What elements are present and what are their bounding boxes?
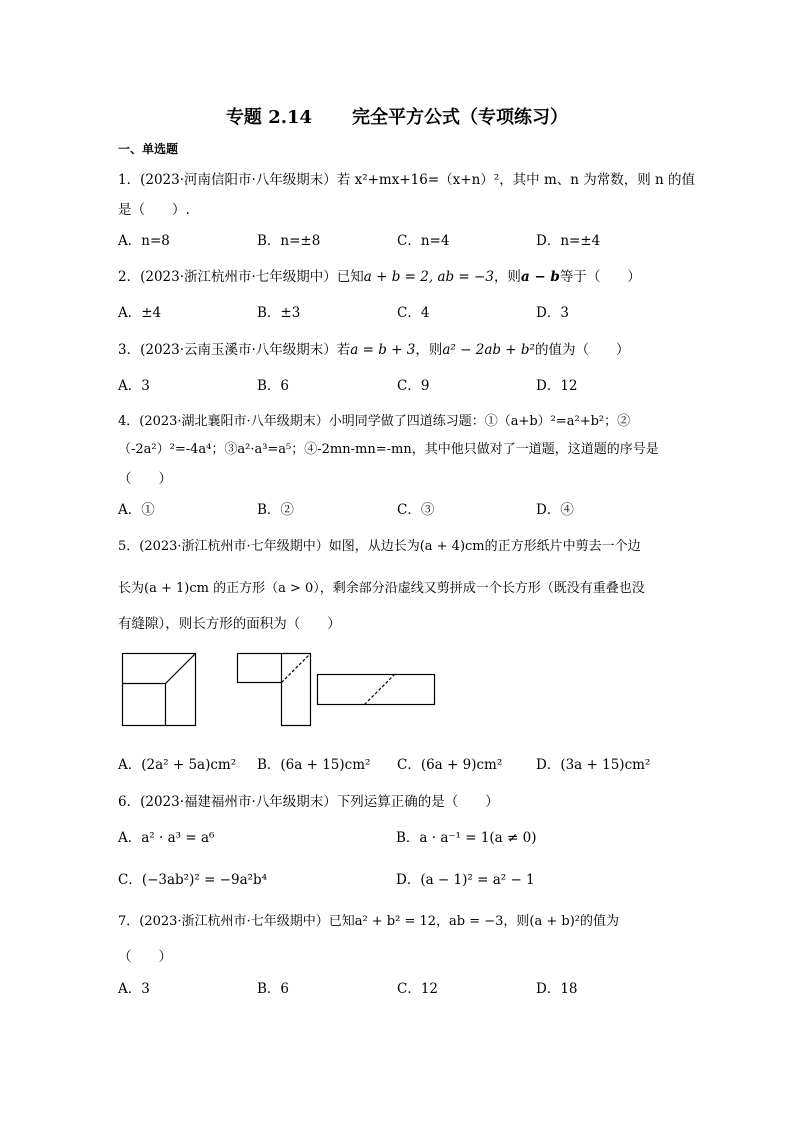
q1-option-a[interactable]: A．n=8	[118, 233, 170, 249]
q4-line1: 4．(2023·湖北襄阳市·八年级期末）小明同学做了四道练习题：①（a+b）²=a²+b²；②	[118, 414, 631, 429]
q5-line1: 5．(2023·浙江杭州市·七年级期中）如图，从边长为(a + 4)cm的正方形纸片中剪去一个边	[118, 539, 641, 554]
q1-option-b[interactable]: B．n=±8	[257, 233, 321, 249]
q2-expr1: a + b = 2, ab = −3	[363, 269, 494, 285]
title-name: 完全平方公式（专项练习）	[352, 107, 569, 128]
q7-line1: 7．(2023·浙江杭州市·七年级期中）已知a² + b² = 12，ab = −3，则(a + b)²的值为	[118, 914, 620, 929]
q3-prefix: 3．(2023·云南玉溪市·八年级期末）若	[118, 342, 351, 358]
q6-option-a[interactable]: A．a² · a³ = a⁶	[118, 830, 215, 846]
q3-option-b[interactable]: B．6	[257, 378, 290, 394]
q3-expr1: a = b + 3	[350, 342, 416, 358]
q4-option-b[interactable]: B．②	[257, 502, 294, 518]
q2-option-d[interactable]: D．3	[536, 305, 569, 321]
q4-options	[118, 498, 678, 518]
q7-options	[118, 977, 678, 997]
q6-option-c[interactable]: C．(−3ab²)² = −9a²b⁴	[118, 872, 268, 888]
q5-figure-l-shape	[238, 654, 311, 726]
section-heading: 一、单选题	[118, 142, 179, 156]
q5-option-c[interactable]: C．(6a + 9)cm²	[397, 757, 503, 773]
q5-line3: 有缝隙），则长方形的面积为（ ）	[118, 616, 341, 632]
q6-options-row2	[118, 868, 678, 888]
q5-option-b[interactable]: B．(6a + 15)cm²	[257, 757, 371, 773]
q3-option-a[interactable]: A．3	[118, 378, 150, 394]
q2-option-b[interactable]: B．±3	[257, 305, 301, 321]
q3-option-c[interactable]: C．9	[397, 378, 430, 394]
q7-option-c[interactable]: C．12	[397, 981, 439, 997]
q5-options	[118, 753, 678, 773]
q5-figure-rectangle	[318, 675, 435, 705]
q6-options-row1	[118, 826, 678, 846]
q4-option-d[interactable]: D．④	[536, 502, 574, 518]
title-topic: 专题 2.14	[225, 107, 313, 128]
q4-option-a[interactable]: A．①	[118, 502, 155, 518]
q1-expr: x²+mx+16=（x+n）²	[354, 172, 500, 188]
q3-options	[118, 374, 678, 394]
q1-prefix: 1．(2023·河南信阳市·八年级期末）若	[118, 172, 351, 188]
q1-line2: 是（ ）.	[118, 202, 190, 218]
q1-option-c[interactable]: C．n=4	[397, 233, 450, 249]
q7-option-b[interactable]: B．6	[257, 981, 290, 997]
q1-line1	[118, 168, 695, 188]
q2-expr2: a − b	[520, 269, 560, 285]
q2-option-a[interactable]: A．±4	[118, 305, 162, 321]
q7-line2: （ ）	[118, 949, 172, 965]
q6-option-b[interactable]: B．a · a⁻¹ = 1(a ≠ 0)	[396, 830, 537, 846]
q5-line2: 长为(a + 1)cm 的正方形（a > 0），剩余部分沿虚线又剪拼成一个长方形（既没有重叠也没	[118, 581, 645, 596]
q5-option-a[interactable]: A．(2a² + 5a)cm²	[118, 757, 237, 773]
q3-suffix: 的值为（ ）	[534, 342, 630, 358]
q6-option-d[interactable]: D．(a − 1)² = a² − 1	[396, 872, 535, 888]
q2-option-c[interactable]: C．4	[397, 305, 430, 321]
q1-option-d[interactable]: D．n=±4	[536, 233, 601, 249]
q1-suffix: ，其中 m、n 为常数，则 n 的值	[499, 172, 696, 188]
q3-expr2: a² − 2ab + b²	[442, 342, 535, 358]
q7-option-a[interactable]: A．3	[118, 981, 150, 997]
q2-options	[118, 301, 678, 321]
q1-options	[118, 229, 678, 249]
q3-mid: ，则	[415, 342, 443, 358]
q2-line	[118, 265, 641, 285]
q6-line: 6．(2023·福建福州市·八年级期末）下列运算正确的是（ ）	[118, 794, 499, 810]
q5-figure-square	[123, 654, 196, 726]
q2-suffix: 等于（ ）	[559, 269, 641, 285]
q4-line2: （-2a²）²=-4a⁴；③a²·a³=a⁵；④-2mn-mn=-mn，其中他只做对了一道题，这道题的序号是	[118, 442, 659, 457]
q5-figure	[118, 648, 438, 730]
q4-option-c[interactable]: C．③	[397, 502, 435, 518]
q4-line3: （ ）	[118, 471, 172, 487]
q3-line	[118, 338, 629, 358]
q3-option-d[interactable]: D．12	[536, 378, 578, 394]
q7-option-d[interactable]: D．18	[536, 981, 578, 997]
q5-option-d[interactable]: D．(3a + 15)cm²	[536, 757, 651, 773]
q2-prefix: 2．(2023·浙江杭州市·七年级期中）已知	[118, 269, 364, 285]
q2-mid: ，则	[493, 269, 521, 285]
page-title	[0, 103, 794, 129]
